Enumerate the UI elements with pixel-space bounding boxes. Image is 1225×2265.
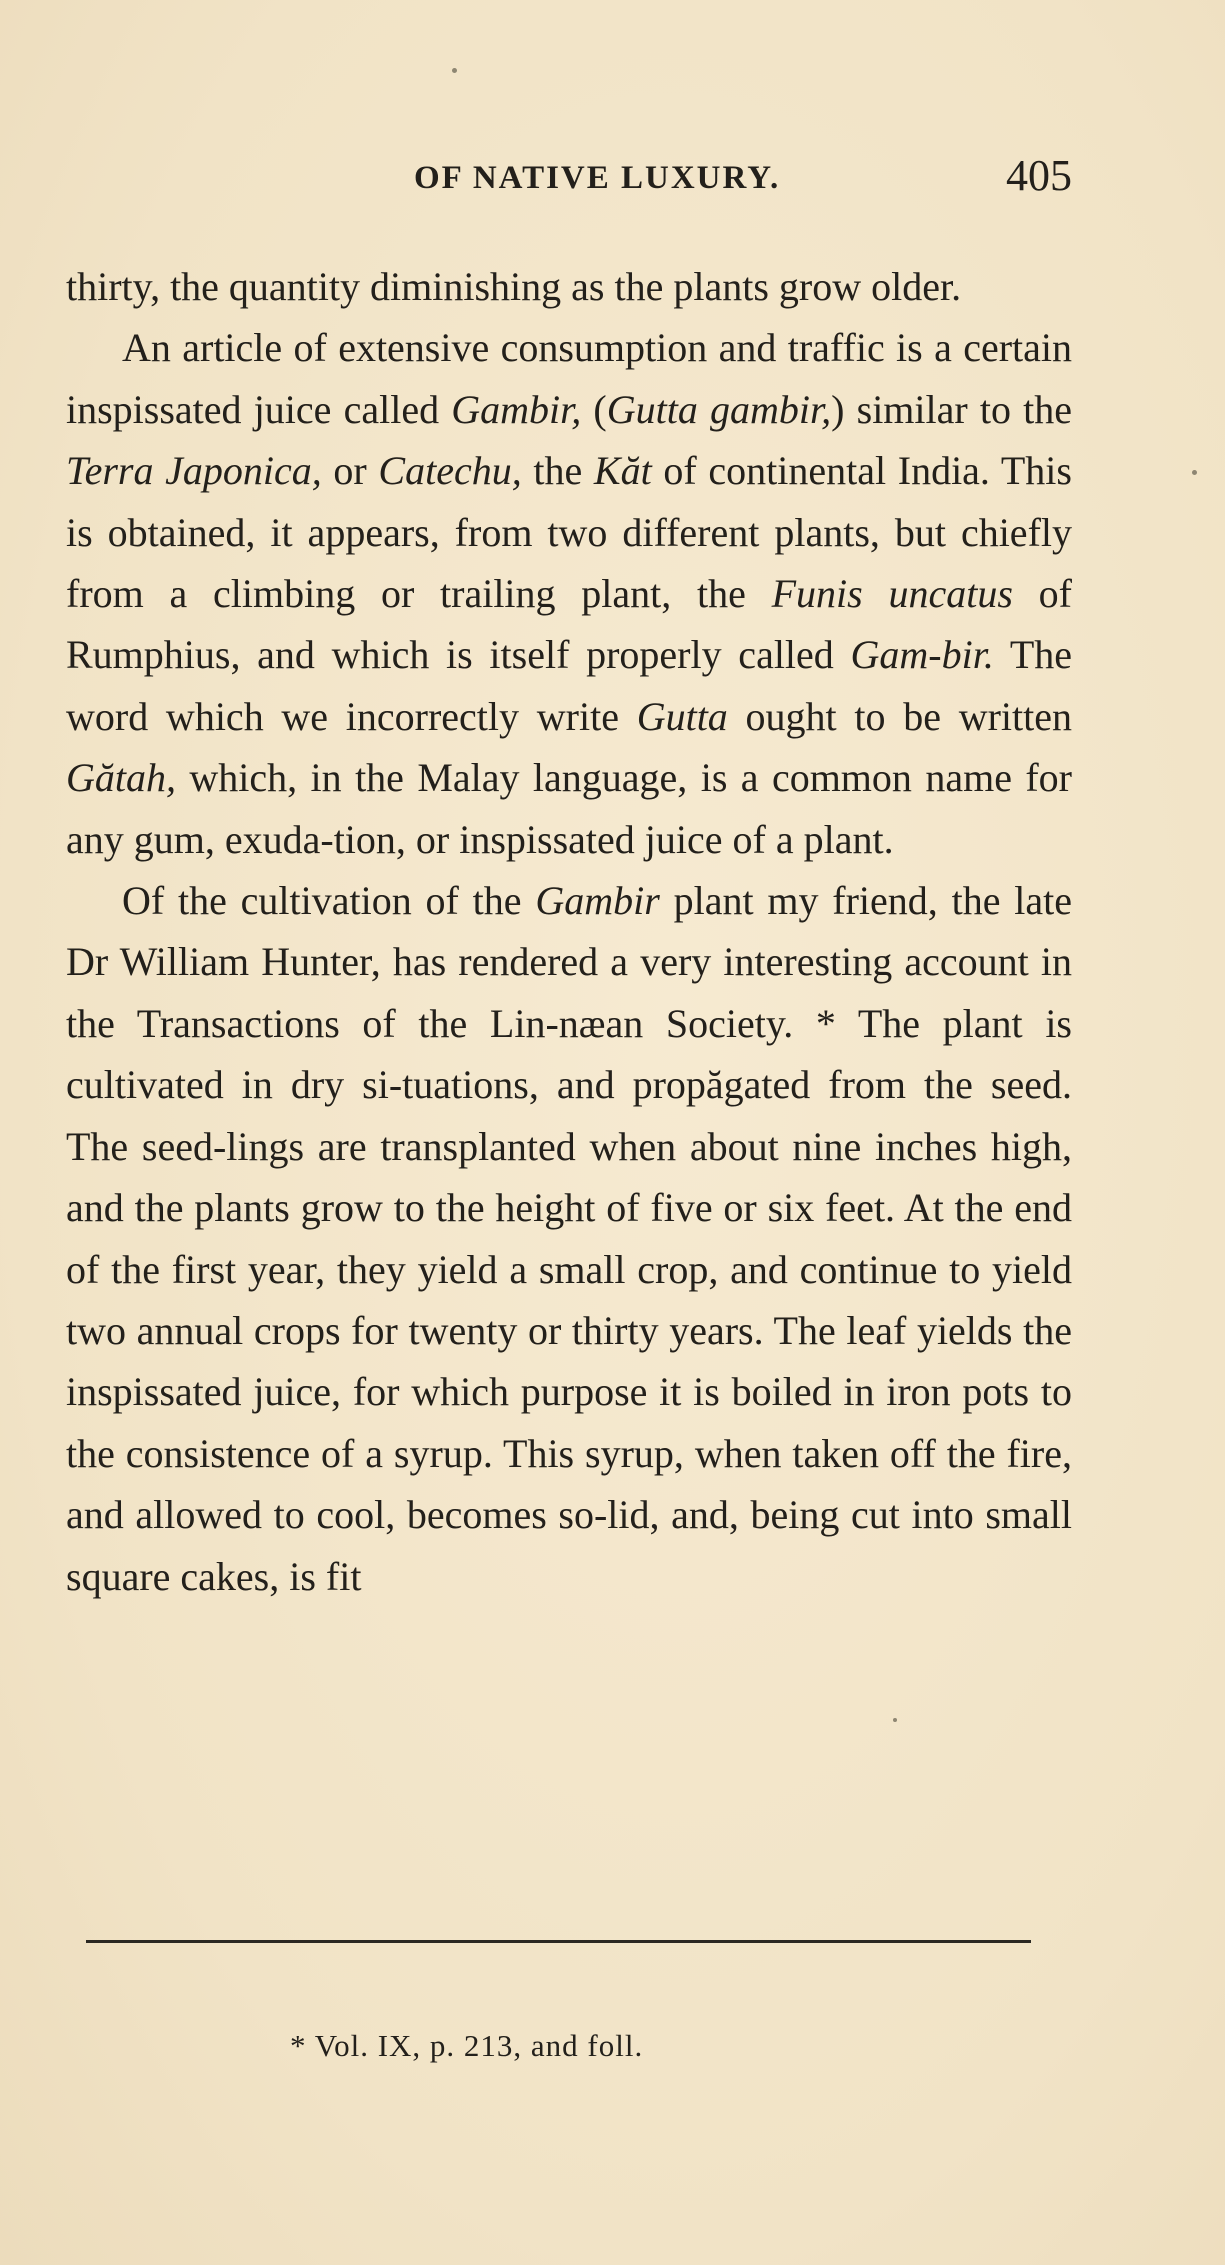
italic-term: Funis uncatus <box>771 571 1013 617</box>
running-title: OF NATIVE LUXURY. <box>414 160 781 196</box>
text-run: The word which we incorrectly write <box>66 632 1073 739</box>
text-run: the <box>521 448 594 494</box>
page-header <box>66 150 1072 210</box>
italic-term: Gambir <box>535 878 660 924</box>
italic-term: Terra Japonica, <box>66 448 322 494</box>
italic-term: Gambir, <box>451 386 582 432</box>
text-run: ought to be written <box>727 693 1073 739</box>
text-run: of continental India. This is obtained, it appears, from two different plants, but chiefly from a climbing or trailing plant, the <box>66 448 1072 617</box>
paragraph <box>66 870 1072 1607</box>
italic-term: Gutta <box>636 693 728 739</box>
paper-speck <box>1192 470 1197 475</box>
paragraph <box>66 256 1072 317</box>
italic-term: Catechu, <box>378 448 522 494</box>
text-run: ) similar to the <box>831 386 1073 432</box>
text-run: which, in the Malay language, is a common name for any gum, exuda-tion, or inspissated juice of a plant. <box>66 755 1072 862</box>
page-number: 405 <box>1006 151 1072 200</box>
paper-speck <box>893 1718 897 1722</box>
italic-term: Gătah, <box>66 755 176 801</box>
footnote-rule <box>86 1940 1031 1943</box>
text-run: thirty, the quantity diminishing as the plants grow older. <box>66 264 962 309</box>
body-text <box>66 256 1072 1607</box>
text-run: of Rumphius, and which is itself properly called <box>66 571 1072 678</box>
footnote: * Vol. IX, p. 213, and foll. <box>290 2028 644 2063</box>
italic-term: Kăt <box>593 448 652 494</box>
italic-term: Gam-bir. <box>850 632 994 678</box>
text-run: plant my friend, the late Dr William Hunter, has rendered a very interesting account in the Transactions of the Lin-næan Society. * The plant is cultivated in dry si-tuations, and propăgated from the seed. The seed-lings are transplanted when about nine inches high, and the plants grow to the height of five or six feet. At the end of the first year, they yield a small crop, and continue to yield two annual crops for twenty or thirty years. The leaf yields the inspissated juice, for which purpose it is boiled in iron pots to the consistence of a syrup. This syrup, when taken off the fire, and allowed to cool, becomes so-lid, and, being cut into small square cakes, is fit <box>66 878 1073 1599</box>
text-run: Of the cultivation of the <box>122 878 536 924</box>
text-run: ( <box>581 386 607 432</box>
text-run: An article of extensive consumption and traffic is a certain inspissated juice called <box>66 325 1072 432</box>
italic-term: Gutta gambir, <box>606 386 832 432</box>
paragraph <box>66 317 1072 870</box>
paper-speck <box>452 68 457 73</box>
text-run: or <box>321 448 379 494</box>
